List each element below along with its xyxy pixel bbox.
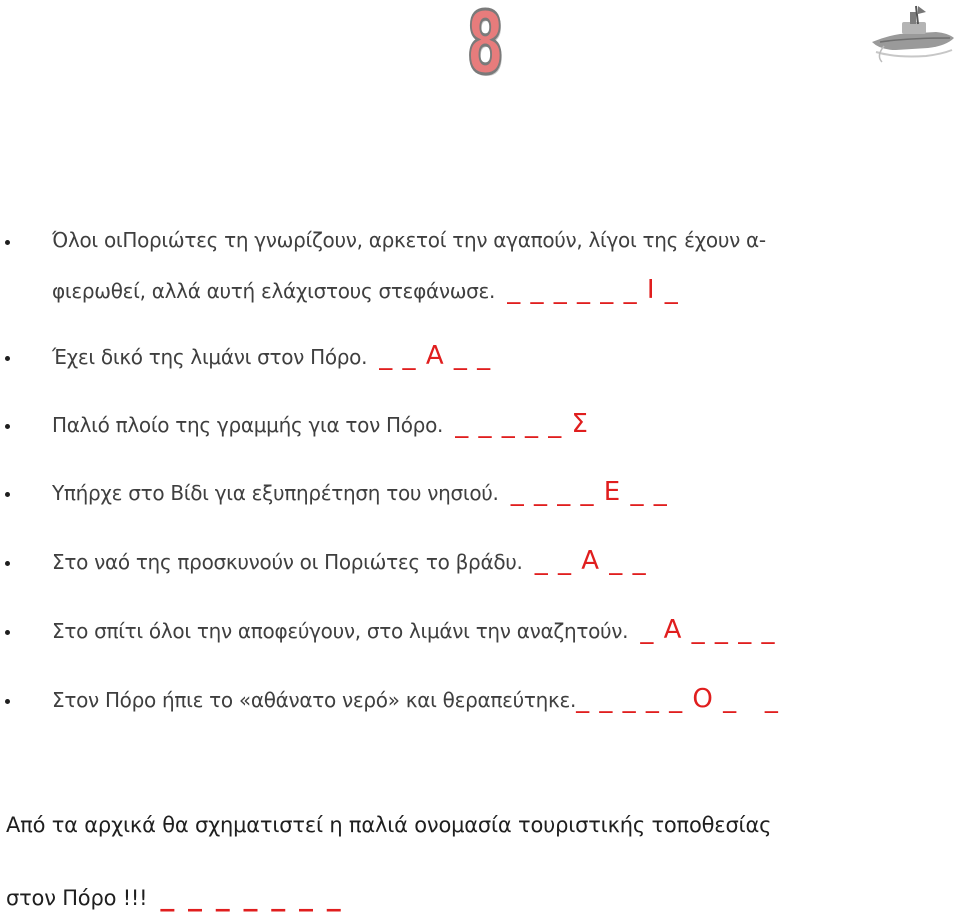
final-line2: στον Πόρο !!! — [6, 886, 148, 910]
clue-1-answer: _ _ _ _ _ _ Ι _ — [507, 275, 679, 305]
bullet-icon — [5, 424, 10, 429]
clue-1-text: Όλοι οιΠοριώτες τη γνωρίζουν, αρκετοί την αγαπούν, λίγοι της έχουν α- — [52, 228, 766, 252]
final-row — [6, 879, 343, 912]
bullet-icon — [5, 699, 10, 704]
bullet-icon — [5, 356, 10, 361]
clue-7-row — [52, 684, 779, 714]
clue-7-text: Στον Πόρο ήπιε το «αθάνατο νερό» και θεραπεύτηκε. — [52, 688, 577, 712]
clue-4-answer: _ _ _ _ Ε _ _ — [510, 477, 668, 507]
clue-2-answer: _ _ Α _ _ — [379, 341, 492, 371]
clue-2-row — [52, 341, 492, 371]
clue-3-answer: _ _ _ _ _ Σ — [455, 409, 589, 439]
clue-5-text: Στο ναό της προσκυνούν οι Ποριώτες το βράδυ. — [52, 550, 523, 574]
clue-6-answer: _ Α _ _ _ _ — [640, 615, 776, 645]
clue-3-text: Παλιό πλοίο της γραμμής για τον Πόρο. — [52, 413, 444, 437]
clue-5-answer: _ _ Α _ _ — [534, 546, 647, 576]
clue-7-answer: _ _ _ _ _ Ο _ _ — [576, 684, 779, 714]
final-answer-blanks: _ _ _ _ _ _ _ — [160, 879, 343, 912]
clue-5-row — [52, 546, 647, 576]
clue-3-row — [52, 409, 589, 439]
page-number: 8 — [466, 0, 504, 94]
clue-2-text: Έχει δικό της λιμάνι στον Πόρο. — [52, 345, 368, 369]
clue-6-text: Στο σπίτι όλοι την αποφεύγουν, στο λιμάνι την αναζητούν. — [52, 619, 629, 643]
ship-illustration-icon — [866, 2, 956, 68]
final-instruction: Από τα αρχικά θα σχηματιστεί η παλιά ονομασία τουριστικής τοποθεσίας — [6, 813, 772, 837]
bullet-icon — [5, 561, 10, 566]
clue-1-continuation: φιερωθεί, αλλά αυτή ελάχιστους στεφάνωσε. — [52, 279, 496, 303]
bullet-icon — [5, 492, 10, 497]
clue-4-row — [52, 477, 668, 507]
clue-4-text: Υπήρχε στο Βίδι για εξυπηρέτηση του νησιού. — [52, 481, 499, 505]
clue-6-row — [52, 615, 776, 645]
bullet-icon — [5, 630, 10, 635]
clue-1-row2 — [52, 275, 679, 305]
bullet-icon — [5, 240, 10, 245]
